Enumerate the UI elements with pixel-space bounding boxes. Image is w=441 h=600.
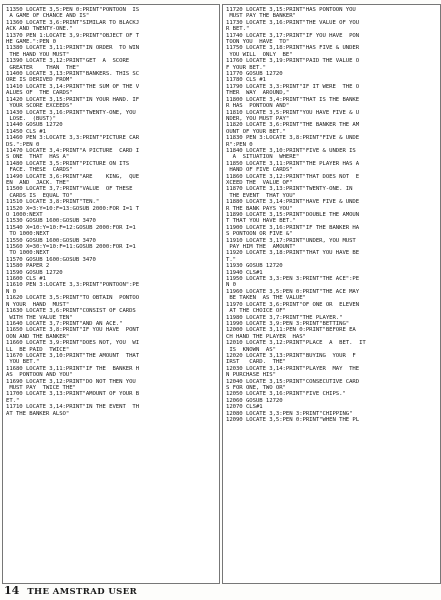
code-line: AT THE BANKER ALSO" (6, 410, 70, 417)
code-line: 11480 LOCATE 3,5:PRINT"PICTURE ON ITS (6, 160, 130, 167)
code-line: S ONE THAT HAS A" (6, 154, 70, 161)
code-line: 12000 LOCATE 3,11:PEN 0:PRINT"BEFORE EA (226, 327, 356, 334)
code-line: 11830 PEN 3:LOCATE 3,8:PRINT"FIVE & UNDE (226, 135, 360, 142)
code-line: T." (226, 256, 236, 263)
code-line: 11710 LOCATE 3,14:PRINT"IN THE EVENT TH (6, 404, 140, 411)
code-line: 11840 LOCATE 3,10:PRINT"FIVE & UNDER IS (226, 147, 356, 154)
code-line: 11780 CLS #1 (226, 77, 266, 84)
code-line: 11490 LOCATE 3,6:PRINT"ARE KING, QUE (6, 173, 140, 180)
code-line: YOU BET." (6, 359, 40, 366)
code-line: 11790 LOCATE 3,3:PRINT"IF IT WERE THE O (226, 83, 360, 90)
code-line: 11940 CLS#1 (226, 269, 263, 276)
code-line: THE HAND YOU MUST" (6, 51, 70, 58)
code-line: 11550 GOSUB 1600:GOSUB 3470 (6, 237, 96, 244)
code-line: 11620 LOCATE 3,5:PRINT"TO OBTAIN PONTOO (6, 295, 140, 302)
code-line: 11740 LOCATE 3,17:PRINT"IF YOU HAVE PON (226, 32, 360, 39)
code-line: BE TAKEN AS THE VALUE" (226, 295, 306, 302)
code-line: 12050 LOCATE 3,16:PRINT"FIVE CHIPS." (226, 391, 346, 398)
code-line: XCEED THE VALUE OF" (226, 179, 293, 186)
code-line: 11650 LOCATE 3,8:PRINT"IF YOU HAVE PONT (6, 327, 140, 334)
code-line: N 0 (6, 288, 16, 295)
code-line: N PURCHASE HIS" (226, 372, 276, 379)
code-line: 11380 LOCATE 3,11:PRINT"IN ORDER TO WIN (6, 45, 140, 52)
code-line: 11850 LOCATE 3,11:PRINT"THE PLAYER HAS A (226, 160, 360, 167)
code-line: 11920 LOCATE 3,18:PRINT"THAT YOU HAVE BE (226, 250, 360, 257)
code-line: 11770 GOSUB 12720 (226, 71, 283, 78)
code-line: THE EVENT THAT YOU" (226, 192, 296, 199)
code-line: 11450 CLS #1 (6, 128, 46, 135)
code-line: EN AND JACK. THE" (6, 179, 70, 186)
code-line: ACK AND TWENTY-ONE." (6, 26, 73, 33)
code-line: ORE IS DERIVED FROM" (6, 77, 73, 84)
code-line: 11510 LOCATE 3,8:PRINT"TEN." (6, 199, 100, 206)
code-line: S FOR ONE, TWO OR" (226, 384, 286, 391)
code-line: DS.":PEN 0 (6, 141, 40, 148)
code-line: 12030 LOCATE 3,14:PRINT"PLAYER MAY THE (226, 365, 360, 372)
code-line: 11570 GOSUB 1600:GOSUB 3470 (6, 256, 96, 263)
code-line: MUST PAY TWICE THE" (6, 384, 76, 391)
code-line: R":PEN 0 (226, 141, 253, 148)
code-line: 11970 LOCATE 3,6:PRINT"OF ONE OR ELEVEN (226, 301, 360, 308)
code-line: GREATER THAN THE" (6, 64, 80, 71)
code-line: 12040 LOCATE 3,15:PRINT"CONSECUTIVE CARD (226, 378, 360, 385)
code-line: OUNT OF YOUR BET." (226, 128, 286, 135)
code-line: R HAS PONTOON AND" (226, 103, 290, 110)
code-line: TOON YOU HAVE TO" (226, 39, 290, 46)
code-line: 11880 LOCATE 3,14:PRINT"HAVE FIVE & UNDE (226, 199, 360, 206)
code-line: WITH THE VALUE TEN" (6, 314, 73, 321)
code-line: THER WAY AROUND," (226, 90, 290, 97)
code-line: 11350 LOCATE 3,5:PEN 0:PRINT"PONTOON IS (6, 7, 140, 13)
code-line: 11520 X=3:Y=10:F=13:GOSUB 2000:FOR I=1 T (6, 205, 140, 212)
code-line: A GAME OF CHANCE AND IS" (6, 13, 90, 20)
code-line: 11470 LOCATE 3,4:PRINT"A PICTURE CARD I (6, 147, 140, 154)
code-line: 11590 GOSUB 12720 (6, 269, 63, 276)
code-line: 11750 LOCATE 3,18:PRINT"HAS FIVE & UNDER (226, 45, 360, 52)
code-line: 12080 LOCATE 3,3:PEN 3:PRINT"CHIPPING" (226, 410, 353, 417)
code-line: 11460 PEN 3:LOCATE 3,3:PRINT"PICTURE CAR (6, 135, 140, 142)
code-line: 11980 LOCATE 3,7:PRINT"THE PLAYER." (226, 314, 343, 321)
code-listing-right (223, 5, 440, 425)
code-line: AS PONTOON AND YOU" (6, 372, 73, 379)
code-line: TO 1000:NEXT (6, 231, 50, 238)
code-line: T THAT YOU HAVE BET." (226, 218, 296, 225)
listing-column-right (222, 4, 441, 584)
code-line: 11370 PEN 1:LOCATE 3,9:PRINT"OBJECT OF T (6, 32, 140, 39)
code-line: 11630 LOCATE 3,6:PRINT"CONSIST OF CARDS (6, 308, 136, 315)
code-line: R THE BANK PAYS YOU" (226, 205, 293, 212)
code-line: NDER, YOU MUST PAY" (226, 115, 290, 122)
code-line: OON AND THE BANKER" (6, 333, 70, 340)
code-line: 11390 LOCATE 3,12:PRINT"GET A SCORE (6, 58, 130, 65)
code-line: R BET." (226, 26, 250, 33)
code-line: 11540 X=10:Y=10:F=12:GOSUB 2000:FOR I=1 (6, 224, 136, 231)
code-line: 11820 LOCATE 3,6:PRINT"THE BANKER THE AM (226, 122, 360, 129)
code-line: O 1000:NEXT (6, 212, 43, 218)
code-line: 12090 LOCATE 3,5:PEN 0:PRINT"WHEN THE PL (226, 417, 360, 423)
code-line: 11400 LOCATE 3,13:PRINT"BANKERS. THIS SC (6, 71, 140, 78)
code-line: N YOUR HAND MUST" (6, 301, 70, 308)
code-line: 11720 LOCATE 3,15:PRINT"HAS PONTOON YOU (226, 7, 356, 13)
code-line: 11530 GOSUB 1600:GOSUB 3470 (6, 218, 96, 225)
code-line: 11860 LOCATE 3,12:PRINT"THAT DOES NOT E (226, 173, 360, 180)
code-line: 11910 LOCATE 3,17:PRINT"UNDER, YOU MUST (226, 237, 356, 244)
code-line: AT THE CHOICE OF" (226, 308, 286, 315)
code-line: CH HAND THE PLAYER HAS" (226, 333, 306, 340)
code-line: IS KNOWN AS" (226, 346, 276, 353)
code-line: 12070 CLS#1 (226, 404, 263, 411)
code-line: PAY HIM THE AMOUNT" (226, 244, 296, 251)
page-number: 14 (4, 584, 20, 597)
code-line: 11700 LOCATE 3,13:PRINT"AMOUNT OF YOUR B (6, 391, 140, 398)
code-line: 11760 LOCATE 3,19:PRINT"PAID THE VALUE O (226, 58, 360, 65)
code-line: 11730 LOCATE 3,16:PRINT"THE VALUE OF YOU (226, 19, 360, 26)
code-line: 11420 LOCATE 3,15:PRINT"IN YOUR HAND. IF (6, 96, 140, 103)
code-line: 11560 X=30:Y=10:F=11:GOSUB 2000:FOR I=1 (6, 244, 136, 251)
code-line: 11600 CLS #1 (6, 276, 46, 283)
code-line: 11900 LOCATE 3,16:PRINT"IF THE BANKER HA (226, 224, 360, 231)
magazine-title: THE AMSTRAD USER (27, 587, 138, 597)
page-footer (4, 584, 137, 598)
code-line: F YOUR BET." (226, 64, 266, 71)
code-line: 11500 LOCATE 3,7:PRINT"VALUE OF THESE (6, 186, 133, 193)
code-line: FACE. THESE CARDS" (6, 167, 73, 174)
code-line: 11580 PAPER 2 (6, 263, 50, 270)
code-line: 11640 LOCATE 3,7:PRINT"AND AN ACE." (6, 320, 123, 327)
code-line: YOUR SCORE EXCEEDS" (6, 103, 73, 110)
code-line: HAND OF FIVE CARDS" (226, 167, 293, 174)
code-line: 11990 LOCATE 3,9:PEN 3:PRINT"BETTING" (226, 320, 350, 327)
code-line: ET." (6, 397, 20, 404)
code-line: 12010 LOCATE 3,12:PRINT"PLACE A BET. IT (226, 340, 366, 347)
code-line: 11960 LOCATE 3,5:PEN 0:PRINT"THE ACE MAY (226, 288, 360, 295)
code-line: LL BE PAID TWICE" (6, 346, 70, 353)
code-line: 11360 LOCATE 3,6:PRINT"SIMILAR TO BLACKJ (6, 19, 140, 26)
code-line: CARDS IS EQUAL TO" (6, 192, 73, 199)
listing-column-left (2, 4, 220, 584)
code-line: 11680 LOCATE 3,11:PRINT"IF THE BANKER H (6, 365, 140, 372)
code-line: IRST CARD. THE" (226, 359, 286, 366)
code-line: 12060 GOSUB 12720 (226, 397, 283, 404)
code-line: 11800 LOCATE 3,4:PRINT"THAT IS THE BANKE (226, 96, 360, 103)
code-line: 11670 LOCATE 3,10:PRINT"THE AMOUNT THAT (6, 352, 140, 359)
code-line: 11440 GOSUB 12720 (6, 122, 63, 129)
code-line: 11660 LOCATE 3,9:PRINT"DOES NOT, YOU WI (6, 340, 140, 347)
code-line: 11810 LOCATE 3,5:PRINT"YOU HAVE FIVE & U (226, 109, 360, 116)
code-line: 11410 LOCATE 3,14:PRINT"THE SUM OF THE V (6, 83, 140, 90)
code-line: YOU WILL ONLY BE" (226, 51, 293, 58)
code-line: 12020 LOCATE 3,13:PRINT"BUYING YOUR F (226, 352, 356, 359)
code-line: A SITUATION WHERE" (226, 154, 300, 161)
code-line: 11930 GOSUB 12720 (226, 263, 283, 270)
code-line: ALUES OF THE CARDS" (6, 90, 73, 97)
code-listing-left (3, 5, 219, 419)
code-line: 11950 LOCATE 3,3:PEN 3:PRINT"THE ACE":PE (226, 276, 360, 283)
code-line: LOSE. (BUST)" (6, 115, 56, 122)
code-line: 11870 LOCATE 3,13:PRINT"TWENTY-ONE. IN (226, 186, 353, 193)
code-line: 11690 LOCATE 3,12:PRINT"DO NOT THEN YOU (6, 378, 136, 385)
code-line: 11610 PEN 3:LOCATE 3,3:PRINT"PONTOON":PE (6, 282, 140, 289)
code-line: 11430 LOCATE 3,16:PRINT"TWENTY-ONE, YOU (6, 109, 136, 116)
code-line: HE GAME.":PEN 0 (6, 39, 56, 46)
code-line: 11890 LOCATE 3,15:PRINT"DOUBLE THE AMOUN (226, 212, 360, 218)
code-line: S PONTOON OR FIVE &" (226, 231, 293, 238)
code-line: TO 1000:NEXT (6, 250, 50, 257)
code-line: MUST PAY THE BANKER" (226, 13, 296, 20)
code-line: N 0 (226, 282, 236, 289)
